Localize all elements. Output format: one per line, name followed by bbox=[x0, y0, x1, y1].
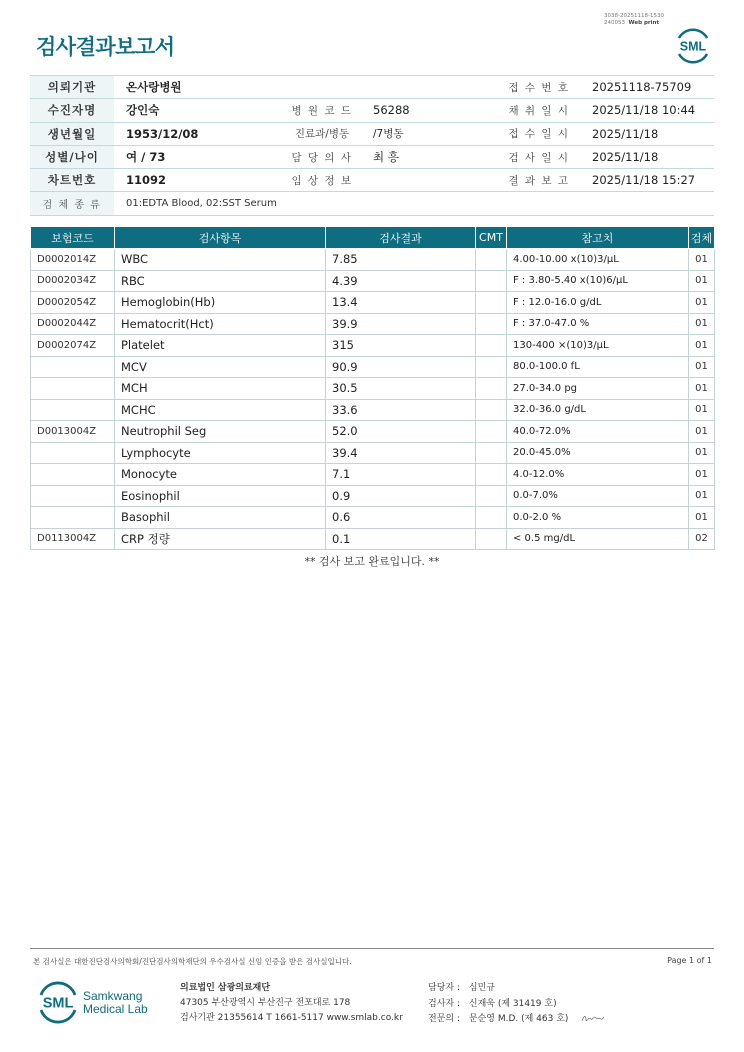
specimen-label: 검 체 종 류 bbox=[30, 192, 114, 215]
test-result-cell: 39.9 bbox=[326, 313, 476, 335]
insurance-code-cell: D0013004Z bbox=[31, 421, 115, 443]
insurance-code-cell bbox=[31, 399, 115, 421]
report-time-label: 결 과 보 고 bbox=[498, 169, 580, 192]
reference-range-cell: < 0.5 mg/dL bbox=[507, 528, 689, 550]
test-item-cell: MCV bbox=[115, 356, 326, 378]
info-row bbox=[30, 192, 714, 215]
test-item-cell: Basophil bbox=[115, 507, 326, 529]
specimen-cell: 01 bbox=[689, 270, 715, 292]
cmt-cell bbox=[476, 335, 507, 357]
insurance-code-cell: D0002074Z bbox=[31, 335, 115, 357]
birth-label: 생년월일 bbox=[30, 122, 114, 145]
reference-range-cell: 130-400 ×(10)3/μL bbox=[507, 335, 689, 357]
test-item-cell: Eosinophil bbox=[115, 485, 326, 507]
info-row bbox=[30, 99, 714, 122]
table-row bbox=[31, 313, 715, 335]
test-result-cell: 39.4 bbox=[326, 442, 476, 464]
specimen-cell: 01 bbox=[689, 378, 715, 400]
reference-range-cell: F : 37.0-47.0 % bbox=[507, 313, 689, 335]
staff-row: 검사자 : 신재욱 (제 31419 호) bbox=[428, 998, 557, 1009]
insurance-code-cell: D0002054Z bbox=[31, 292, 115, 314]
insurance-code-cell: D0002034Z bbox=[31, 270, 115, 292]
report-complete-text: ** 검사 보고 완료입니다. ** bbox=[304, 555, 440, 568]
insurance-code-cell bbox=[31, 464, 115, 486]
patient-label: 수진자명 bbox=[30, 99, 114, 122]
patient-value: 강인숙 bbox=[114, 99, 283, 122]
results-header-row bbox=[31, 227, 715, 249]
test-result-cell: 0.9 bbox=[326, 485, 476, 507]
specimen-cell: 01 bbox=[689, 507, 715, 529]
specimen-cell: 01 bbox=[689, 292, 715, 314]
reference-range-cell: 0.0-7.0% bbox=[507, 485, 689, 507]
cmt-cell bbox=[476, 399, 507, 421]
test-result-cell: 30.5 bbox=[326, 378, 476, 400]
staff-row: 전문의 : 문순영 M.D. (제 463 호) bbox=[428, 1014, 569, 1024]
test-item-cell: MCH bbox=[115, 378, 326, 400]
test-item-cell: Monocyte bbox=[115, 464, 326, 486]
collect-time-label: 채 취 일 시 bbox=[498, 99, 580, 122]
info-row bbox=[30, 169, 714, 192]
test-result-cell: 315 bbox=[326, 335, 476, 357]
organization-info bbox=[180, 981, 403, 1026]
cmt-cell bbox=[476, 356, 507, 378]
cmt-cell bbox=[476, 442, 507, 464]
test-item-cell: Hemoglobin(Hb) bbox=[115, 292, 326, 314]
print-code-line2: 240053 bbox=[604, 20, 625, 26]
info-row bbox=[30, 122, 714, 145]
birth-value: 1953/12/08 bbox=[114, 122, 283, 145]
test-item-cell: RBC bbox=[115, 270, 326, 292]
receipt-no-label: 접 수 번 호 bbox=[498, 76, 580, 99]
test-item-cell: Hematocrit(Hct) bbox=[115, 313, 326, 335]
cmt-cell bbox=[476, 378, 507, 400]
hospital-value: 온사랑병원 bbox=[114, 76, 498, 99]
test-result-cell: 7.1 bbox=[326, 464, 476, 486]
specimen-value: 01:EDTA Blood, 02:SST Serum bbox=[114, 192, 714, 215]
table-row bbox=[31, 507, 715, 529]
page-title: 검사결과보고서 bbox=[36, 35, 175, 59]
test-item-cell: Lymphocyte bbox=[115, 442, 326, 464]
table-row bbox=[31, 249, 715, 271]
reference-range-cell: 40.0-72.0% bbox=[507, 421, 689, 443]
reference-range-cell: 4.00-10.00 x(10)3/μL bbox=[507, 249, 689, 271]
table-row bbox=[31, 485, 715, 507]
table-row bbox=[31, 356, 715, 378]
col-header-specimen: 검체 bbox=[689, 227, 715, 249]
test-item-cell: CRP 정량 bbox=[115, 528, 326, 550]
reference-range-cell: 27.0-34.0 pg bbox=[507, 378, 689, 400]
chart-no-label: 차트번호 bbox=[30, 169, 114, 192]
insurance-code-cell bbox=[31, 507, 115, 529]
org-address: 47305 부산광역시 부산진구 전포대로 178 bbox=[180, 998, 351, 1008]
reference-range-cell: 80.0-100.0 fL bbox=[507, 356, 689, 378]
receipt-no-value: 20251118-75709 bbox=[580, 76, 714, 99]
col-header-item: 검사항목 bbox=[115, 227, 326, 249]
sex-age-value: 여 / 73 bbox=[114, 145, 283, 168]
test-item-cell: Platelet bbox=[115, 335, 326, 357]
table-row bbox=[31, 335, 715, 357]
specimen-cell: 01 bbox=[689, 464, 715, 486]
test-result-cell: 4.39 bbox=[326, 270, 476, 292]
test-date-value: 2025/11/18 bbox=[580, 145, 714, 168]
reference-range-cell: 0.0-2.0 % bbox=[507, 507, 689, 529]
table-row bbox=[31, 399, 715, 421]
table-row bbox=[31, 421, 715, 443]
logo-symbol-text: SML bbox=[42, 995, 74, 1012]
receive-date-value: 2025/11/18 bbox=[580, 122, 714, 145]
print-code bbox=[604, 13, 664, 27]
logo-text: SML bbox=[679, 39, 707, 54]
test-result-cell: 52.0 bbox=[326, 421, 476, 443]
test-result-cell: 33.6 bbox=[326, 399, 476, 421]
info-row bbox=[30, 145, 714, 168]
results-table bbox=[30, 226, 715, 550]
cmt-cell bbox=[476, 249, 507, 271]
table-row bbox=[31, 270, 715, 292]
specimen-cell: 01 bbox=[689, 485, 715, 507]
sml-logo-icon bbox=[36, 980, 80, 1024]
org-contact: 검사기관 21355614 T 1661-5117 www.smlab.co.kr bbox=[180, 1013, 403, 1023]
clinical-value bbox=[361, 169, 498, 192]
table-row bbox=[31, 292, 715, 314]
table-row bbox=[31, 378, 715, 400]
table-row bbox=[31, 464, 715, 486]
specimen-cell: 01 bbox=[689, 335, 715, 357]
specimen-cell: 01 bbox=[689, 249, 715, 271]
samkwang-logo bbox=[36, 980, 156, 1026]
specimen-cell: 01 bbox=[689, 442, 715, 464]
specimen-cell: 01 bbox=[689, 399, 715, 421]
hospital-label: 의뢰기관 bbox=[30, 76, 114, 99]
certification-note: 본 검사실은 대한진단검사의학회/진단검사의학재단의 우수검사실 신임 인증을 받은 검사실입니다. bbox=[33, 957, 352, 966]
reference-range-cell: F : 12.0-16.0 g/dL bbox=[507, 292, 689, 314]
test-item-cell: MCHC bbox=[115, 399, 326, 421]
test-date-label: 검 사 일 시 bbox=[498, 145, 580, 168]
specimen-cell: 01 bbox=[689, 356, 715, 378]
cmt-cell bbox=[476, 270, 507, 292]
test-result-cell: 7.85 bbox=[326, 249, 476, 271]
insurance-code-cell: D0002014Z bbox=[31, 249, 115, 271]
col-header-result: 검사결과 bbox=[326, 227, 476, 249]
reference-range-cell: 32.0-36.0 g/dL bbox=[507, 399, 689, 421]
receive-date-label: 접 수 일 시 bbox=[498, 122, 580, 145]
sml-logo-icon bbox=[673, 26, 713, 64]
cmt-cell bbox=[476, 313, 507, 335]
reference-range-cell: 20.0-45.0% bbox=[507, 442, 689, 464]
doctor-label: 담 당 의 사 bbox=[283, 145, 361, 168]
cmt-cell bbox=[476, 528, 507, 550]
test-item-cell: WBC bbox=[115, 249, 326, 271]
cmt-cell bbox=[476, 292, 507, 314]
logo-name: Samkwang Medical Lab bbox=[83, 989, 148, 1016]
hospital-code-label: 병 원 코 드 bbox=[283, 99, 361, 122]
org-name: 의료법인 삼광의료재단 bbox=[180, 983, 271, 993]
insurance-code-cell bbox=[31, 378, 115, 400]
specimen-cell: 01 bbox=[689, 313, 715, 335]
reference-range-cell: F : 3.80-5.40 x(10)6/μL bbox=[507, 270, 689, 292]
table-row bbox=[31, 528, 715, 550]
reference-range-cell: 4.0-12.0% bbox=[507, 464, 689, 486]
cmt-cell bbox=[476, 421, 507, 443]
hospital-code-value: 56288 bbox=[361, 99, 498, 122]
chart-no-value: 11092 bbox=[114, 169, 283, 192]
print-mode: Web print bbox=[628, 20, 660, 26]
report-time-value: 2025/11/18 15:27 bbox=[580, 169, 714, 192]
dept-value: /7병동 bbox=[361, 122, 498, 145]
table-row bbox=[31, 442, 715, 464]
col-header-cmt: CMT bbox=[476, 227, 507, 249]
cmt-cell bbox=[476, 507, 507, 529]
test-item-cell: Neutrophil Seg bbox=[115, 421, 326, 443]
patient-info-table bbox=[30, 75, 714, 216]
insurance-code-cell: D0113004Z bbox=[31, 528, 115, 550]
dept-label: 진료과/병동 bbox=[283, 122, 361, 145]
specimen-cell: 02 bbox=[689, 528, 715, 550]
print-code-line1: 3038-20251118-1530 bbox=[604, 13, 664, 19]
info-row bbox=[30, 76, 714, 99]
signature-icon bbox=[580, 1012, 606, 1026]
collect-time-value: 2025/11/18 10:44 bbox=[580, 99, 714, 122]
test-result-cell: 90.9 bbox=[326, 356, 476, 378]
insurance-code-cell bbox=[31, 442, 115, 464]
page-number: Page 1 of 1 bbox=[667, 956, 712, 965]
staff-info bbox=[428, 981, 568, 1028]
test-result-cell: 0.6 bbox=[326, 507, 476, 529]
cmt-cell bbox=[476, 464, 507, 486]
doctor-value: 최 흥 bbox=[361, 145, 498, 168]
specimen-cell: 01 bbox=[689, 421, 715, 443]
insurance-code-cell: D0002044Z bbox=[31, 313, 115, 335]
cmt-cell bbox=[476, 485, 507, 507]
test-result-cell: 0.1 bbox=[326, 528, 476, 550]
staff-row: 담당자 : 심민규 bbox=[428, 983, 495, 993]
footer-divider bbox=[30, 948, 714, 949]
insurance-code-cell bbox=[31, 485, 115, 507]
test-result-cell: 13.4 bbox=[326, 292, 476, 314]
sex-age-label: 성별/나이 bbox=[30, 145, 114, 168]
insurance-code-cell bbox=[31, 356, 115, 378]
col-header-ref: 참고치 bbox=[507, 227, 689, 249]
col-header-code: 보험코드 bbox=[31, 227, 115, 249]
clinical-label: 임 상 정 보 bbox=[283, 169, 361, 192]
